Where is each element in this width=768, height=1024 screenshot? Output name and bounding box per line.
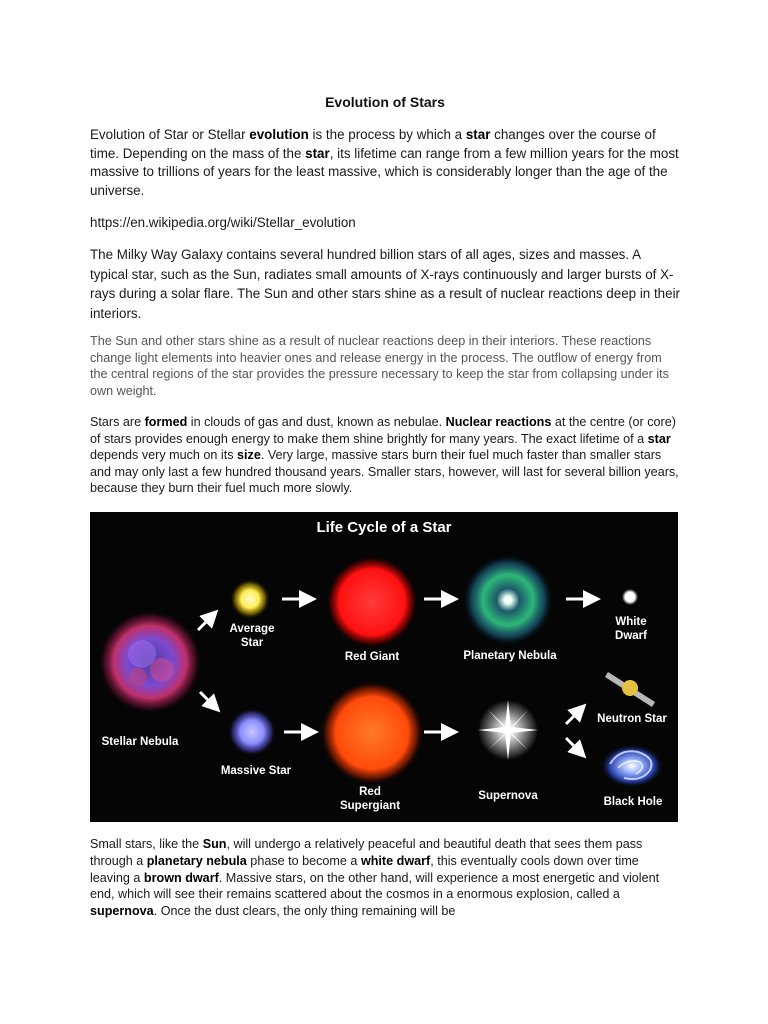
label-average-star-line2: Star [240,637,264,649]
neutron-star-icon [605,672,655,707]
life-cycle-figure [90,512,678,822]
label-red-supergiant-line2: Supergiant [339,800,401,812]
label-red-giant: Red Giant [344,651,400,663]
page-title: Evolution of Stars [325,94,445,110]
figure-title: Life Cycle of a Star [316,519,452,536]
supernova-icon [478,700,538,760]
bold-term: brown dwarf [143,870,219,885]
bold-term: Nuclear reactions [445,415,552,429]
bold-term: star [305,145,330,161]
planetary-nebula-icon [462,554,554,646]
label-red-supergiant-line1: Red [359,786,381,798]
bold-term: size [237,448,261,462]
label-planetary-nebula: Planetary Nebula [463,650,557,662]
intro-paragraph: Evolution of Star or Stellar evolution is the process by which a star changes over the course of time. Depending on the mass of the star, its lifetime can range from a few million years for the most massive to trillions of years for the least massive, which is considerably longer than the age of the universe. [90,127,679,198]
red-supergiant-icon [320,681,424,785]
label-supernova: Supernova [478,790,538,802]
arrow-nebula-to-average [198,616,212,630]
red-giant-icon [326,556,418,648]
black-hole-icon [600,744,664,788]
bold-term: formed [144,415,188,429]
bold-term: Sun [202,837,227,851]
label-white-dwarf-line2: Dwarf [615,630,647,642]
label-white-dwarf-line1: White [615,616,647,628]
label-massive-star: Massive Star [220,765,292,777]
milky-way-paragraph: The Milky Way Galaxy contains several hundred billion stars of all ages, sizes and masses. A typical star, such as the Sun, radiates small amounts of X-rays continuously and larger bursts of X-rays during a solar flare. The Sun and other stars shine as a result of nuclear reactions deep in their interiors. [90,247,681,321]
label-black-hole: Black Hole [603,796,663,808]
star-formation-paragraph: Stars are formed in clouds of gas and dust, known as nebulae. Nuclear reactions at the centre (or core) of stars provides enough energy to make them shine brightly for many years. The exact lifetime of a star depends very much on its size. Very large, massive stars burn their fuel much faster than smaller stars and may only last a few hundred thousand years. Smaller stars, however, will last for several billion years, because they burn their fuel much more slowly. [90,415,679,495]
arrow-supernova-to-neutron [566,710,580,724]
average-star-icon [230,579,270,619]
bold-term: evolution [249,127,309,142]
bold-term: star [647,431,671,446]
bold-term: supernova [90,904,154,919]
stellar-nebula-icon [98,610,202,714]
bold-term: planetary nebula [146,853,247,868]
label-neutron-star: Neutron Star [597,713,667,725]
massive-star-icon [228,708,276,756]
label-stellar-nebula: Stellar Nebula [101,736,179,748]
label-average-star-line1: Average [229,623,275,635]
arrow-supernova-to-blackhole [566,738,580,752]
source-url: https://en.wikipedia.org/wiki/Stellar_evolution [90,215,356,230]
bold-term: star [465,127,491,142]
bold-term: white dwarf [360,853,431,868]
star-death-paragraph: Small stars, like the Sun, will undergo a relatively peaceful and beautiful death that sees them pass through a planetary nebula phase to become a white dwarf, this eventually cools down over time leaving a brown dwarf. Massive stars, on the other hand, will experience a most energetic and violent end, which will see their remains scattered about the cosmos in a enormous explosion, called a supernova. Once the dust clears, the only thing remaining will be [90,837,660,919]
nuclear-reactions-paragraph: The Sun and other stars shine as a result of nuclear reactions deep in their interiors. These reactions change light elements into heavier ones and release energy in the process. The outflow of energy from the central regions of the star provides the pressure necessary to keep the star from collapsing under its own weight. [90,334,669,398]
white-dwarf-icon [622,589,638,605]
arrow-nebula-to-massive [200,692,214,706]
